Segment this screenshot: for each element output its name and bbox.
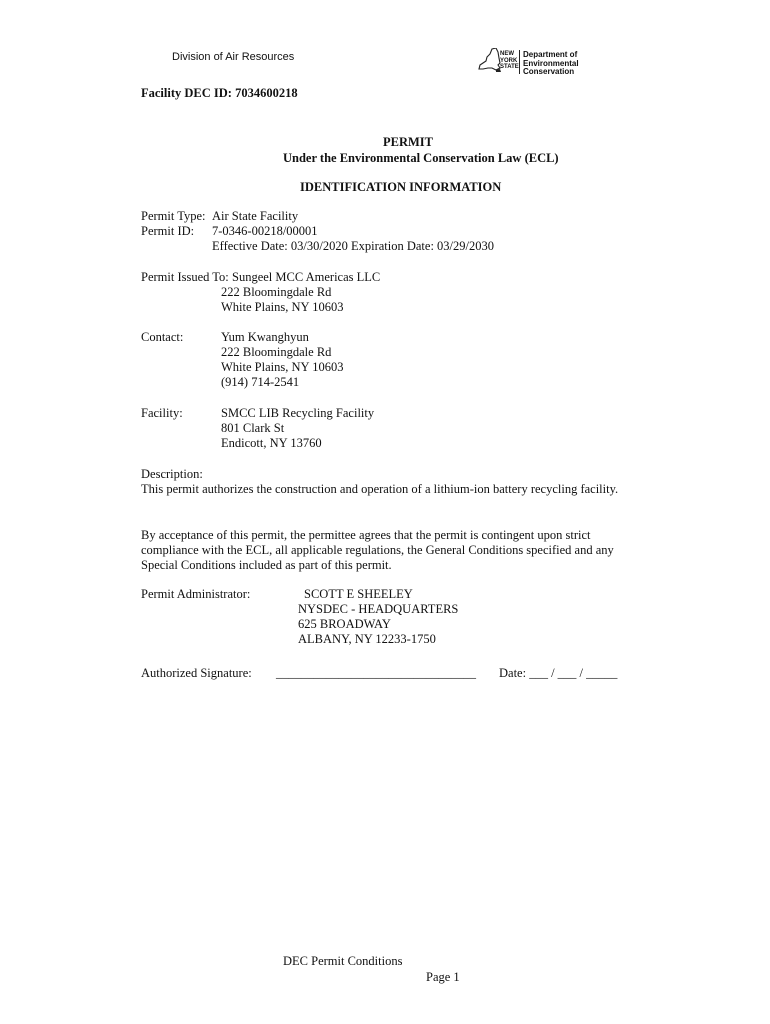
permit-dates: Effective Date: 03/30/2020 Expiration Date: 03/29/2030 — [212, 239, 494, 253]
acceptance-paragraph: By acceptance of this permit, the permittee agrees that the permit is contingent upon strict compliance with the ECL, all applicable regulations, the General Conditions specified and any Special Conditions included as part of this permit. — [141, 528, 614, 572]
logo-divider — [519, 50, 520, 74]
signature-date: Date: ___ / ___ / _____ — [499, 666, 618, 680]
section-heading: IDENTIFICATION INFORMATION — [300, 180, 502, 194]
description-text: This permit authorizes the construction and operation of a lithium-ion battery recycling facility. — [141, 482, 619, 496]
signature-line: ________________________________ — [276, 666, 476, 680]
permit-title: PERMIT — [383, 135, 433, 149]
facility-block: SMCC LIB Recycling Facility 801 Clark St Endicott, NY 13760 — [221, 406, 375, 450]
issued-to-block: Sungeel MCC Americas LLC — [232, 270, 381, 284]
contact-block: Yum Kwanghyun 222 Bloomingdale Rd White Plains, NY 10603 (914) 714-2541 — [221, 330, 344, 389]
administrator-label: Permit Administrator: — [141, 587, 251, 601]
issued-to-address: 222 Bloomingdale Rd White Plains, NY 10603 — [221, 285, 344, 314]
permit-type-label: Permit Type: — [141, 209, 206, 223]
description-label: Description: — [141, 467, 203, 481]
permit-subtitle: Under the Environmental Conservation Law (ECL) — [283, 151, 559, 165]
page-number: Page 1 — [426, 970, 460, 984]
permit-id-value: 7-0346-00218/00001 — [212, 224, 318, 238]
administrator-block: SCOTT E SHEELEY NYSDEC - HEADQUARTERS 625 BROADWAY ALBANY, NY 12233-1750 — [298, 587, 459, 646]
footer-conditions: DEC Permit Conditions — [283, 954, 403, 968]
contact-label: Contact: — [141, 330, 184, 344]
issued-to-label: Permit Issued To: — [141, 270, 229, 284]
facility-label: Facility: — [141, 406, 183, 420]
division-title: Division of Air Resources — [172, 51, 295, 63]
facility-dec-id: Facility DEC ID: 7034600218 — [141, 86, 298, 100]
dec-logo — [478, 48, 578, 76]
signature-label: Authorized Signature: — [141, 666, 252, 680]
permit-type-value: Air State Facility — [212, 209, 299, 223]
logo-dept-text: Department of Environmental Conservation — [523, 50, 579, 76]
ny-state-map-icon — [478, 48, 502, 74]
permit-id-label: Permit ID: — [141, 224, 195, 238]
logo-state-text: NEW YORK STATE — [500, 51, 519, 70]
